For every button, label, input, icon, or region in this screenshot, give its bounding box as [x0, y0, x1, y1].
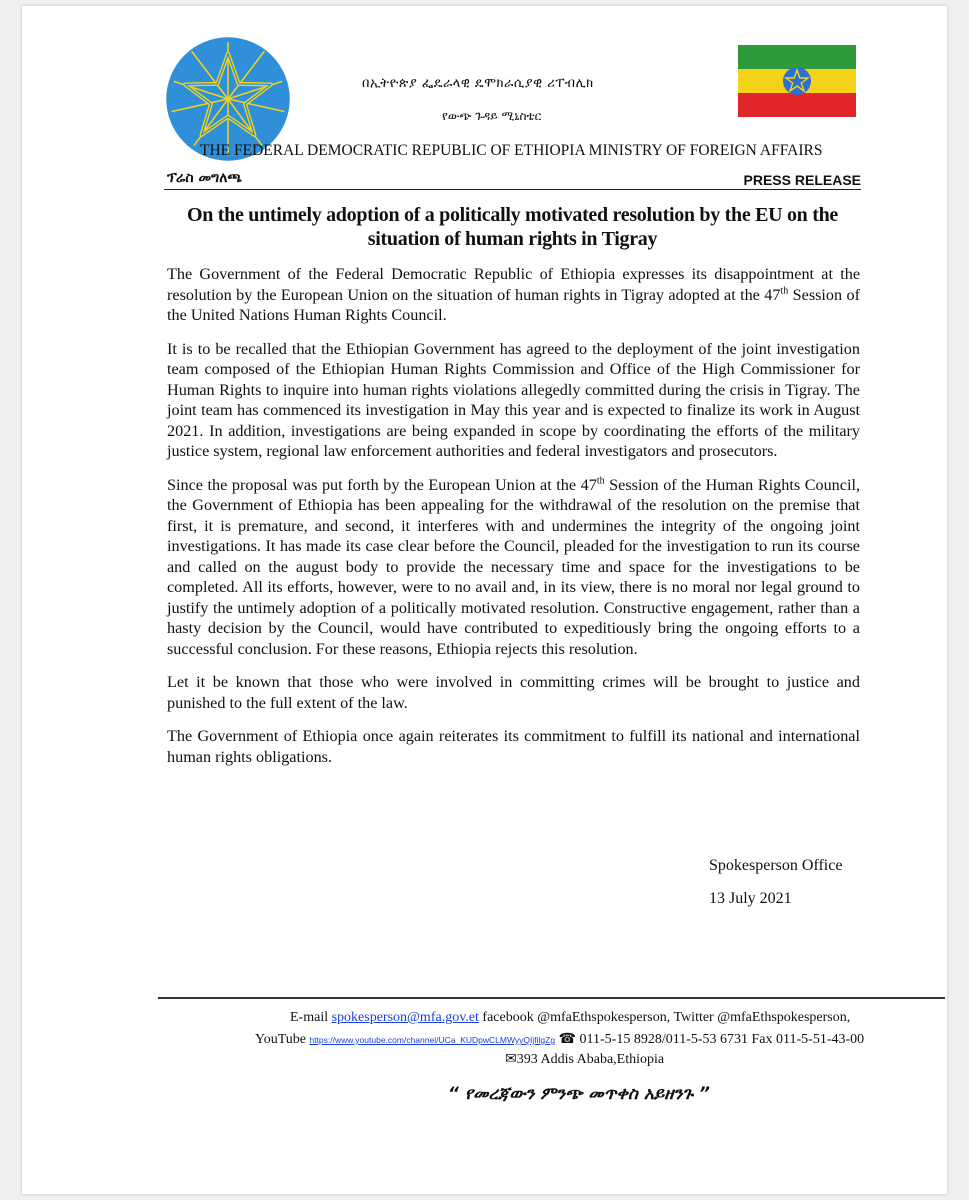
amharic-country-name: በኢትዮጵያ ፌዴራላዊ ዴሞክራሲያዊ ሪፐብሊክ: [362, 76, 594, 91]
press-release-body: [167, 264, 860, 780]
signature-office: Spokesperson Office: [709, 857, 843, 874]
ethiopia-flag-icon: [738, 45, 856, 117]
mail-icon: ✉: [505, 1052, 517, 1067]
paragraph-1: The Government of the Federal Democratic Republic of Ethiopia expresses its disappointment at the resolution by the European Union on the situation of human rights in Tigray adopted at the 47th Session of the United Nations Human Rights Council.: [167, 265, 860, 324]
press-release-label: PRESS RELEASE: [743, 172, 861, 188]
footer-divider: [158, 997, 945, 999]
press-release-page: [22, 6, 947, 1194]
footer-contact-line-2: YouTube https://www.youtube.com/channel/UCa_KUDpwCLMWyyQIjfilgZg ☎ 011-5-15 8928/011-5-53 6731 Fax 011-5-51-43-00: [255, 1032, 865, 1047]
phone-icon: ☎: [558, 1032, 577, 1047]
paragraph-2: It is to be recalled that the Ethiopian Government has agreed to the deployment of the joint investigation team composed of the Ethiopian Human Rights Commission and Office of the High Commissioner for Human Rights to inquire into human rights violations allegedly committed during the crisis in Tigray. The joint team has commenced its investigation in May this year and is expected to finalize its work in August 2021. In addition, investigations are being expanded in scope by coordinating the efforts of the military justice system, regional law enforcement authorities and federal investigators and prosecutors.: [167, 339, 860, 460]
header-divider: [164, 189, 861, 190]
footer-contact-line-1: E-mail spokesperson@mfa.gov.et facebook @mfaEthspokesperson, Twitter @mfaEthspokesperson,: [290, 1010, 851, 1025]
youtube-link[interactable]: https://www.youtube.com/channel/UCa_KUDpwCLMWyyQIjfilgZg: [309, 1035, 556, 1045]
press-release-label-amharic: ፕሬስ መግለጫ: [167, 170, 242, 186]
title-line-1: On the untimely adoption of a politically motivated resolution by the EU on the: [187, 204, 838, 226]
signature-date: 13 July 2021: [709, 890, 792, 907]
amharic-ministry-name: የውጭ ጉዳይ ሚኒስቴር: [442, 109, 542, 123]
paragraph-4: Let it be known that those who were involved in committing crimes will be brought to justice and punished to the full extent of the law.: [167, 673, 860, 712]
footer-address: ✉393 Addis Ababa,Ethiopia: [505, 1052, 665, 1067]
footer-motto: “ የመረጃውን ምንጭ መጥቀስ አይዘንጉ ”: [448, 1084, 710, 1104]
paragraph-3: Since the proposal was put forth by the European Union at the 47th Session of the Human Rights Council, the Government of Ethiopia has been appealing for the withdrawal of the resolution on the premise that first, it is premature, and second, it interferes with and undermines the integrity of the ongoing joint investigations. It has made its case clear before the Council, pleaded for the investigation to run its course and called on the august body to provide the necessary time and space for the investigations to be completed. All its efforts, however, were to no avail and, in its view, there is no moral nor legal ground to justify the untimely adoption of a politically motivated resolution. Constructive engagement, rather than a hasty decision by the Council, would have contributed to expeditiously bring the ongoing efforts to a successful conclusion. For these reasons, Ethiopia rejects this resolution.: [167, 475, 861, 658]
press-release-title: [164, 203, 861, 251]
email-link[interactable]: spokesperson@mfa.gov.et: [331, 1010, 479, 1025]
paragraph-5: The Government of Ethiopia once again reiterates its commitment to fulfill its national and international human rights obligations.: [167, 727, 860, 766]
english-ministry-name: THE FEDERAL DEMOCRATIC REPUBLIC OF ETHIOPIA MINISTRY OF FOREIGN AFFAIRS: [200, 142, 823, 159]
title-line-2: situation of human rights in Tigray: [367, 228, 658, 250]
